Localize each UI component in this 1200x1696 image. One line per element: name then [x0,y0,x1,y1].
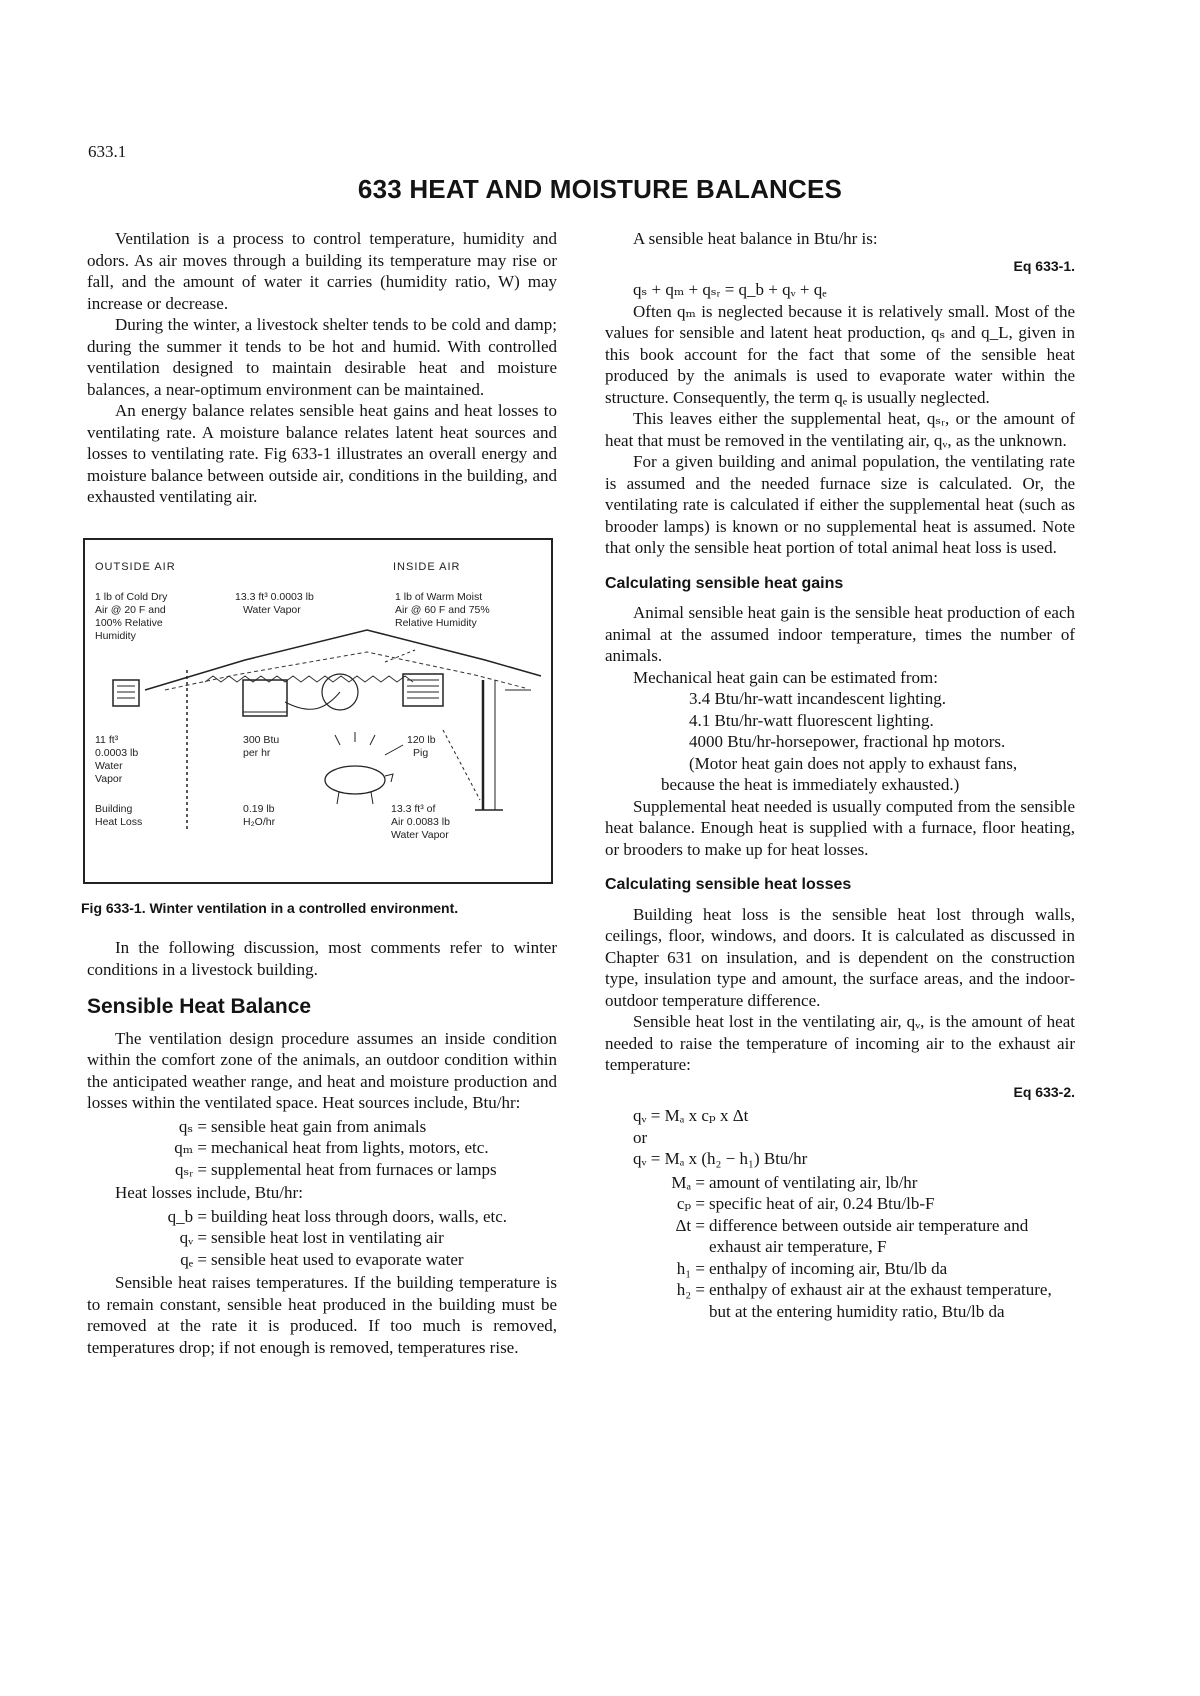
right-paragraph-3: For a given building and animal population, the ventilating rate is assumed and the needed furnace size is calculated. Or, the ventilating rate is calculated if either the supplemental heat (such as brooder lamps) is known or no supplemental heat is assumed. Note that only the sensible heat portion of total animal heat loss is used. [605,452,1075,557]
definition-item: Mₐ = amount of ventilating air, lb/hr [671,1172,918,1192]
gains-item: 4000 Btu/hr-horsepower, fractional hp motors. [689,732,1006,751]
discussion-paragraph: In the following discussion, most comments refer to winter conditions in a livestock building. [87,938,557,979]
sensible-heat-heading: Sensible Heat Balance [87,995,312,1018]
equation-2b: qᵥ = Mₐ x (h₂ − h₁) Btu/hr [633,1149,808,1168]
intro-paragraph-2: During the winter, a livestock shelter tends to be cold and damp; during the summer it tends to be hot and humid. With controlled ventilation designed to maintain desirable heat and moisture balances, a near-optimum environment can be maintained. [87,315,557,399]
definition-item: h₂ = enthalpy of exhaust air at the exhaust temperature, but at the entering humidity ratio, Btu/lb da [676,1280,1052,1321]
gains-item: 3.4 Btu/hr-watt incandescent lighting. [689,689,946,708]
ceiling-line [165,652,525,690]
right-column [605,228,1075,1324]
balance-intro: A sensible heat balance in Btu/hr is: [633,229,878,248]
definition-item: cₚ = specific heat of air, 0.24 Btu/lb-F [676,1194,935,1213]
heat-sources-list [87,1116,557,1181]
equation-or: or [633,1127,648,1147]
variables-list [605,1172,1075,1323]
right-paragraph-1: Often qₘ is neglected because it is relatively small. Most of the values for sensible and latent heat production, qₛ and q_L, given in this book account for the fact that some of the sensible heat produced by the animals is used to evaporate water within the structure. Consequently, the term qₑ is usually neglected. [605,301,1075,407]
fig-warm-air-label: 1 lb of Warm Moist Air @ 60 F and 75% Relative Humidity [395,590,490,629]
definition-item: q_b = building heat loss through doors, walls, etc. [167,1206,508,1226]
ventilation-diagram [85,540,551,882]
sensible-paragraph-1: The ventilation design procedure assumes an inside condition within the comfort zone of the animals, an outdoor condition within the anticipated weather range, and heat and moisture production and losses within the ventilated space. Heat sources include, Btu/hr: [87,1028,557,1112]
insulation-zigzag [205,676,413,682]
heat-losses-list [87,1206,557,1271]
losses-heading: Calculating sensible heat losses [605,876,852,893]
fig-outside-air-label: OUTSIDE AIR [95,560,176,573]
definition-item: Δt = difference between outside air temperature and exhaust air temperature, F [675,1215,1029,1256]
gains-paragraph-1: Animal sensible heat gain is the sensible heat production of each animal at the assumed indoor temperature, times the number of animals. [605,603,1075,665]
gains-note: (Motor heat gain does not apply to exhaust fans, because the heat is immediately exhausted.) [661,753,1018,794]
losses-paragraph-2: Sensible heat lost in the ventilating air, qᵥ, is the amount of heat needed to raise the temperature of incoming air to the exhaust air temperature: [605,1012,1075,1074]
fig-volume-in-label: 13.3 ft³ 0.0003 lb Water Vapor [235,590,314,616]
gains-heading: Calculating sensible heat gains [605,574,844,592]
definition-item: qᵥ = sensible heat lost in ventilating air [179,1228,444,1247]
roof-line [145,630,541,690]
fig-pig-label: 120 lb Pig [407,733,436,759]
pig-icon [325,766,385,794]
definition-item: qₛᵣ = supplemental heat from furnaces or lamps [175,1159,497,1179]
losses-paragraph-1: Building heat loss is the sensible heat lost through walls, ceilings, floor, windows, and doors. It is calculated as discussed in Chapter 631 on insulation, and is dependent on the construction type, insulation type and amount, the surface areas, and the indoor-outdoor temperature difference. [605,904,1075,1010]
fig-h2o-label: 0.19 lb H₂O/hr [243,802,276,828]
definition-item: qₘ = mechanical heat from lights, motors, etc. [174,1138,489,1157]
figure-633-1 [83,538,553,884]
equation-label-1: Eq 633-1. [1013,257,1075,274]
intake-window-icon [113,680,139,706]
definition-item: qₑ = sensible heat used to evaporate water [180,1249,464,1269]
heat-losses-intro: Heat losses include, Btu/hr: [115,1183,303,1202]
fig-btu-label: 300 Btu per hr [243,733,280,759]
fig-exhaust-label: 13.3 ft³ of Air 0.0083 lb Water Vapor [391,802,450,841]
left-column [81,228,557,1358]
fig-water-vapor-in-label: 11 ft³ 0.0003 lb Water Vapor [95,733,139,785]
heater-icon [243,680,287,716]
gains-item: 4.1 Btu/hr-watt fluorescent lighting. [689,710,934,730]
gains-paragraph-3: Supplemental heat needed is usually computed from the sensible heat balance. Enough heat is supplied with a furnace, floor heating, or brooders to make up for heat losses. [605,796,1075,859]
definition-item: qₛ = sensible heat gain from animals [178,1116,427,1136]
fig-cold-air-label: 1 lb of Cold Dry Air @ 20 F and 100% Relative Humidity [95,590,168,642]
definition-item: h₁ = enthalpy of incoming air, Btu/lb da [676,1258,948,1278]
gains-paragraph-2: Mechanical heat gain can be estimated from: [633,667,938,687]
right-paragraph-2: This leaves either the supplemental heat, qₛᵣ, or the amount of heat that must be removed in the ventilating air, qᵥ, as the unknown. [605,409,1075,450]
equation-label-2: Eq 633-2. [1013,1083,1075,1100]
intro-paragraph-1: Ventilation is a process to control temperature, humidity and odors. As air moves through a building its temperature may rise or fall, and the amount of water it carries (humidity ratio, W) may increase or decrease. [87,229,557,313]
equation-2a: qᵥ = Mₐ x cₚ x Δt [633,1106,749,1125]
page-number: 633.1 [88,142,127,161]
equation-1: qₛ + qₘ + qₛᵣ = q_b + qᵥ + qₑ [633,280,827,299]
fig-building-loss-label: Building Heat Loss [95,802,143,828]
page-title: 633 HEAT AND MOISTURE BALANCES [357,174,843,204]
fig-inside-air-label: INSIDE AIR [393,560,461,573]
figure-caption: Fig 633-1. Winter ventilation in a controlled environment. [81,899,459,916]
intro-paragraph-3: An energy balance relates sensible heat gains and heat losses to ventilating rate. A moisture balance relates latent heat sources and losses to ventilating rate. Fig 633-1 illustrates an overall energy and moisture balance between outside air, conditions in the building, and exhausted ventilating air. [87,401,557,506]
sensible-paragraph-2: Sensible heat raises temperatures. If the building temperature is to remain constant, sensible heat produced in the building must be removed at the rate it is produced. If too much is removed, temperatures drop; if not enough is removed, temperatures rise. [87,1273,557,1357]
